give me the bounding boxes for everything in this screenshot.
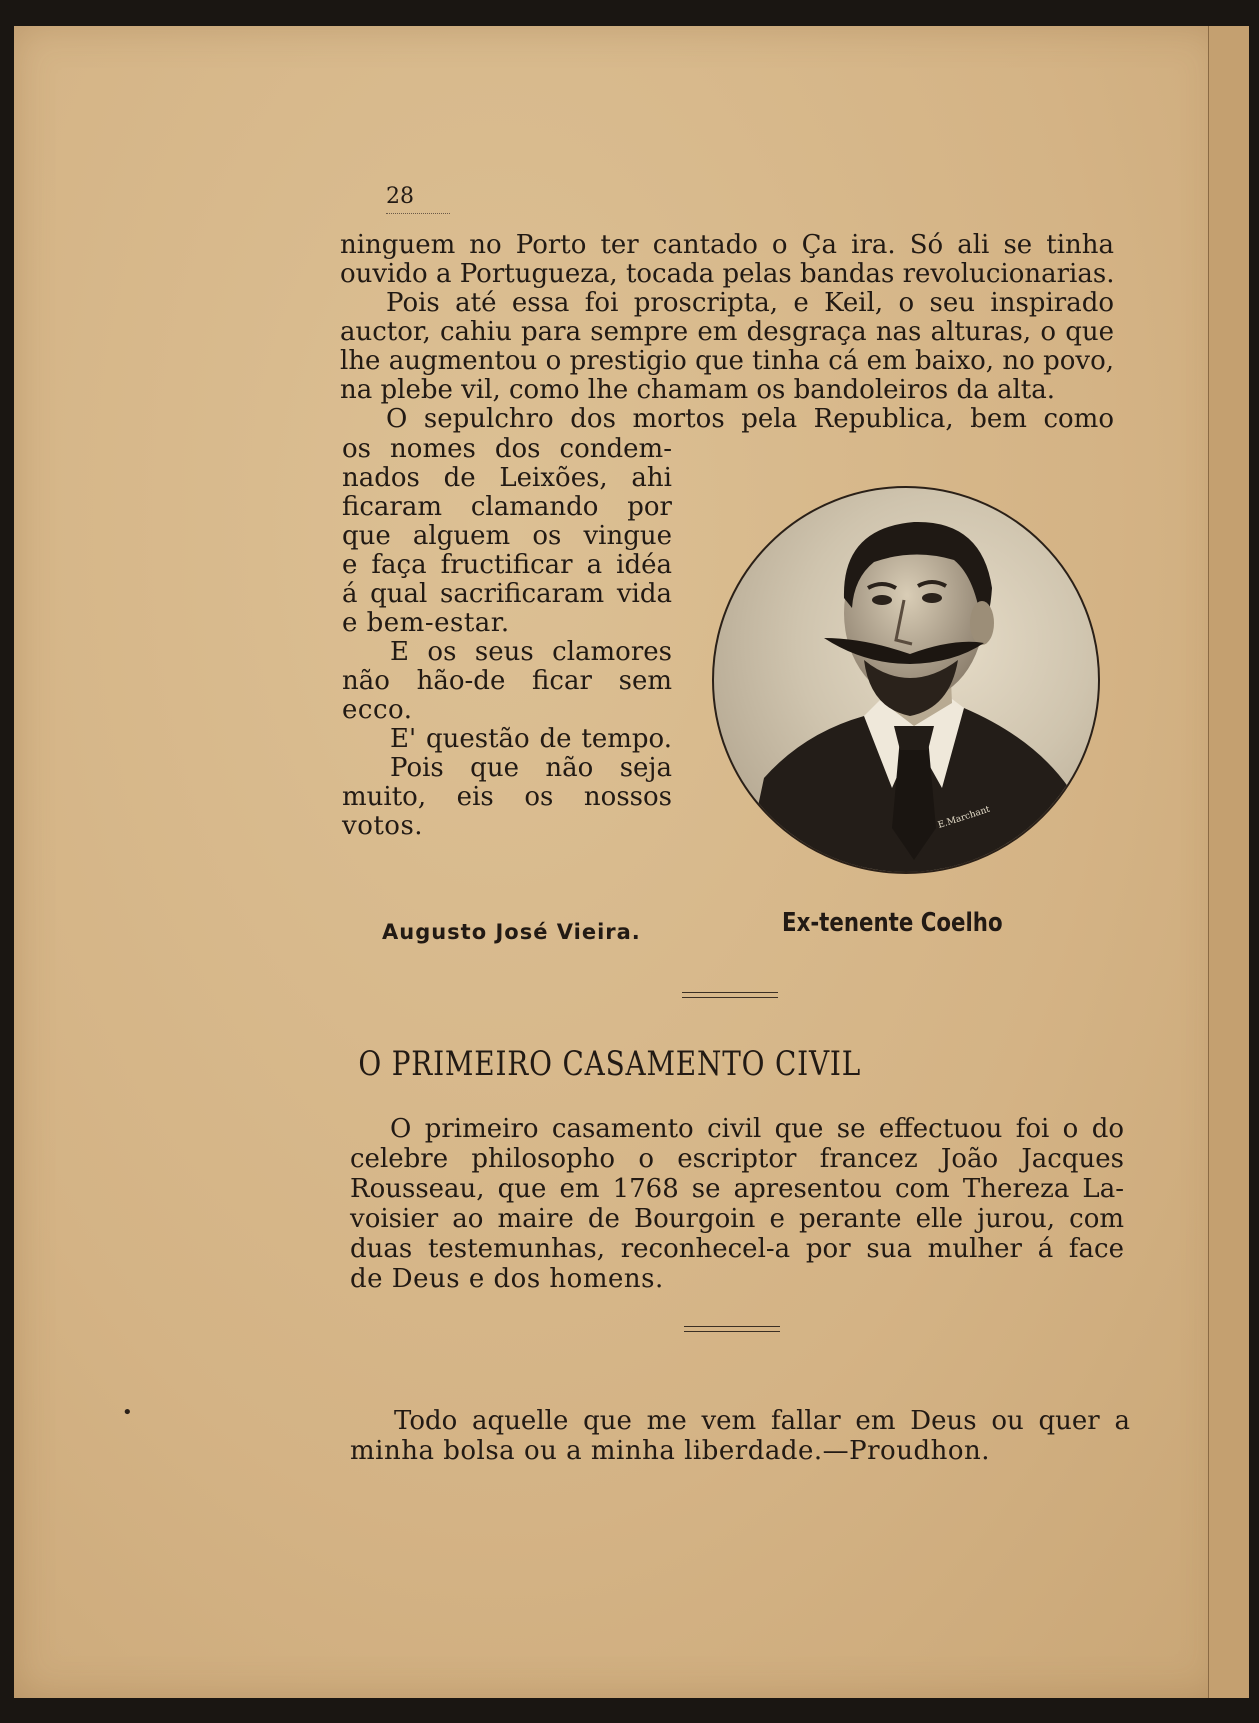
column-line: E' questão de tempo. xyxy=(390,724,672,754)
text-line: ninguem no Porto ter cantado o Ça ira. Só ali se tinha xyxy=(340,230,1114,260)
divider-rule xyxy=(682,992,778,993)
column-line: que alguem os vingue xyxy=(342,521,672,551)
text-line: lhe augmentou o prestigio que tinha cá em baixo, no povo, xyxy=(340,346,1114,376)
text-line: ouvido a Portugueza, tocada pelas bandas revolucionarias. xyxy=(340,259,1115,289)
section-title: O PRIMEIRO CASAMENTO CIVIL xyxy=(358,1044,862,1084)
divider-rule xyxy=(684,1326,780,1327)
column-line: E os seus clamores xyxy=(390,637,672,667)
book-page xyxy=(14,26,1222,1698)
divider-rule xyxy=(682,997,778,998)
text-line: O sepulchro dos mortos pela Republica, bem como xyxy=(386,404,1114,434)
ink-speck: • xyxy=(122,1402,133,1423)
signature-author: Augusto José Vieira. xyxy=(382,920,641,944)
portrait-caption: Ex-tenente Coelho xyxy=(782,908,1003,938)
page-number: 28 xyxy=(386,184,450,214)
column-line: os nomes dos condem- xyxy=(342,434,672,464)
engraver-signature: E.Marchant xyxy=(936,804,992,831)
text-line: O primeiro casamento civil que se effectuou foi o do xyxy=(390,1114,1124,1144)
quote-line: Todo aquelle que me vem fallar em Deus ou quer a xyxy=(394,1406,1130,1436)
portrait-photo xyxy=(712,486,1100,874)
column-line: votos. xyxy=(342,811,424,841)
portrait-illustration xyxy=(714,488,1098,872)
column-line: ficaram clamando por xyxy=(342,492,672,522)
column-line: não hão-de ficar sem xyxy=(342,666,672,696)
text-line: Rousseau, que em 1768 se apresentou com Thereza La- xyxy=(350,1174,1124,1204)
text-line: celebre philosopho o escriptor francez João Jacques xyxy=(350,1144,1124,1174)
column-line: nados de Leixões, ahi xyxy=(342,463,672,493)
divider-rule xyxy=(684,1331,780,1332)
text-line: Pois até essa foi proscripta, e Keil, o seu inspirado xyxy=(386,288,1114,318)
column-line: ecco. xyxy=(342,695,413,725)
column-line: e bem-estar. xyxy=(342,608,510,638)
text-line: na plebe vil, como lhe chamam os bandoleiros da alta. xyxy=(340,375,1055,405)
text-line: auctor, cahiu para sempre em desgraça nas alturas, o que xyxy=(340,317,1114,347)
quote-line: minha bolsa ou a minha liberdade.—Proudhon. xyxy=(350,1436,991,1466)
text-line: de Deus e dos homens. xyxy=(350,1264,664,1294)
column-line: Pois que não seja xyxy=(390,753,672,783)
column-line: e faça fructificar a idéa xyxy=(342,550,672,580)
column-line: á qual sacrificaram vida xyxy=(342,579,672,609)
adjacent-page-edge xyxy=(1208,26,1249,1698)
text-line: duas testemunhas, reconhecel-a por sua mulher á face xyxy=(350,1234,1124,1264)
text-line: voisier ao maire de Bourgoin e perante elle jurou, com xyxy=(350,1204,1124,1234)
column-line: muito, eis os nossos xyxy=(342,782,672,812)
